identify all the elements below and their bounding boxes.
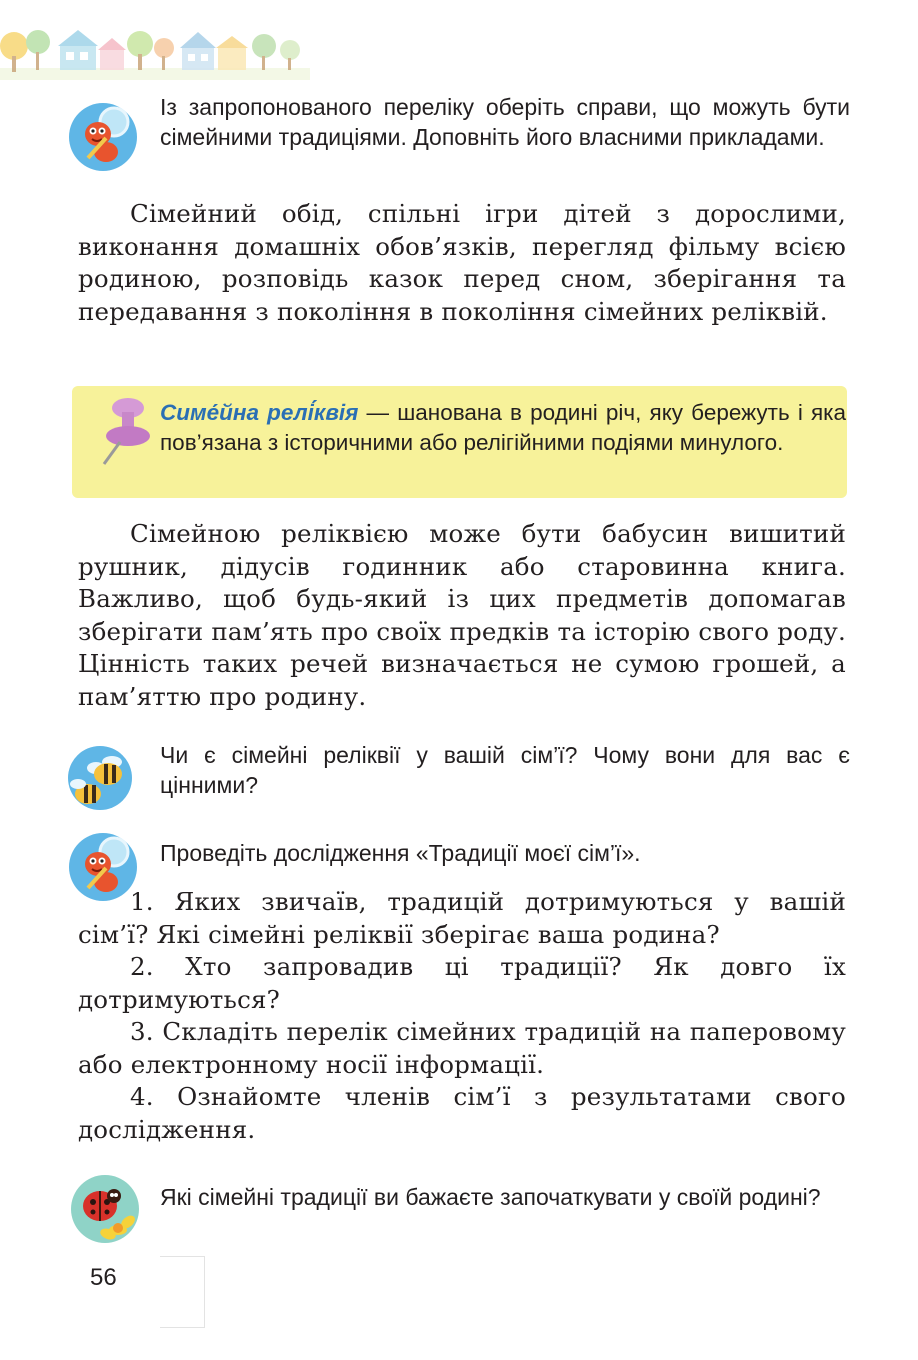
traditions-list-text: Сімейний обід, спільні ігри дітей з дорослими, виконання домашніх обов’язків, перегляд фільму всією родиною, розповідь казок перед сном, зберігання та передавання з покоління в покоління сімейних реліквій. xyxy=(78,199,846,326)
definition-term: Симе́йна релі́квія xyxy=(160,400,359,425)
research-step: 4. Ознайомте членів сім’ї з результатами свого дослідження. xyxy=(78,1082,846,1144)
relic-text: Сімейною реліквією може бути бабусин вишитий рушник, дідусів годинник або старовинна книга. Важливо, щоб будь-який із цих предметів допомагав зберігати пам’ять про своїх предків та історію свого роду. Цінність таких речей визначається не сумою грошей, а пам’яттю про родину. xyxy=(78,519,846,711)
task-research: Проведіть дослідження «Традиції моєї сім’ї». xyxy=(160,840,641,866)
definition-body: — шанована в родині річ, яку бережуть і яка пов’язана з історичними або релігійними подіями минулого. xyxy=(160,400,847,455)
research-step: 3. Складіть перелік сімейних традицій на паперовому або електронному носії інформації. xyxy=(78,1017,846,1079)
task-choose-traditions: Із запропонованого переліку оберіть справи, що можуть бути сімейними традиціями. Доповніть його власними прикладами. xyxy=(160,94,850,150)
village-header-illustration xyxy=(0,18,310,80)
page-number: 56 xyxy=(90,1264,117,1291)
task-start-traditions: Які сімейні традиції ви бажаєте започаткувати у своїй родині? xyxy=(160,1184,821,1210)
push-pin-icon xyxy=(96,394,152,470)
relic-paragraph xyxy=(78,518,846,713)
ladybug-flower-icon xyxy=(68,1172,142,1246)
relic-definition xyxy=(160,398,846,457)
page-frame-decoration xyxy=(160,1256,205,1328)
task-family-relics-question: Чи є сімейні реліквії у вашій сім’ї? Чому вони для вас є цінними? xyxy=(160,742,850,798)
research-step: 2. Хто запровадив ці традиції? Як довго їх дотримуються? xyxy=(78,952,846,1014)
research-step: 1. Яких звичаїв, традицій дотримуються у вашій сім’ї? Які сімейні реліквії зберігає ваша родина? xyxy=(78,887,846,949)
ant-magnifier-icon xyxy=(66,100,140,174)
research-steps xyxy=(78,886,846,1146)
bees-icon xyxy=(62,740,134,812)
traditions-list-paragraph xyxy=(78,198,846,328)
